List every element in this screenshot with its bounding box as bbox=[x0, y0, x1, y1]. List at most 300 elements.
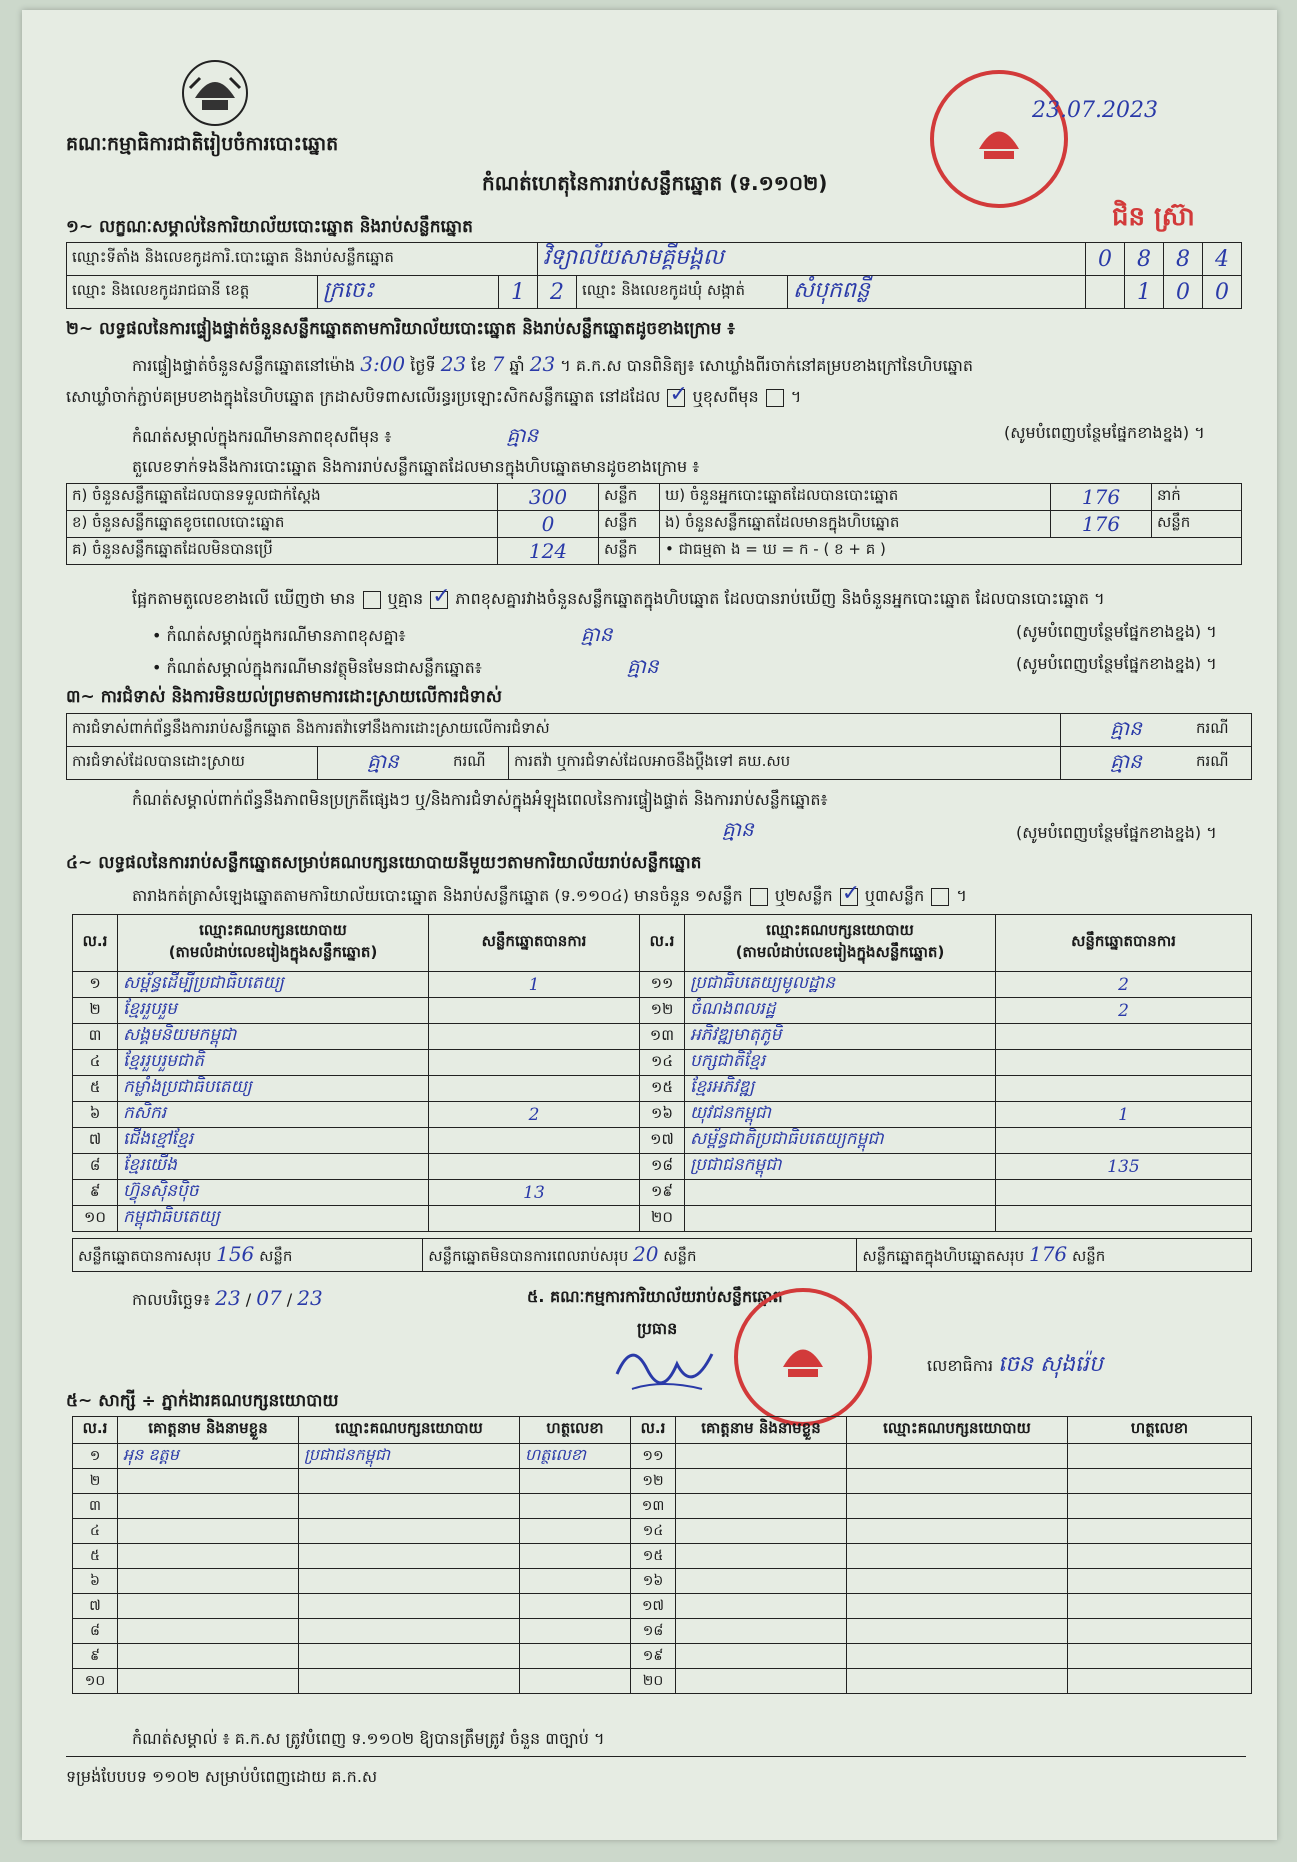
total-invalid-label: សន្លឹកឆ្នោតមិនបានការពេលរាប់សរុប bbox=[428, 1246, 629, 1265]
total-valid-unit: សន្លឹក bbox=[259, 1246, 293, 1265]
footer-text: ទម្រង់បែបបទ ១១០២ សម្រាប់បំពេញដោយ គ.ក.ស bbox=[66, 1767, 378, 1786]
party-votes: 2 bbox=[429, 1102, 640, 1128]
party-name: ខ្មែរអភិវឌ្ឍ bbox=[685, 1076, 996, 1102]
witness-sign bbox=[520, 1544, 631, 1569]
footer-divider bbox=[66, 1756, 1246, 1757]
party-name: បក្សជាតិខ្មែរ bbox=[685, 1050, 996, 1076]
party-votes: 2 bbox=[996, 998, 1252, 1024]
tally-sheet-two: ឬ២សន្លឹក bbox=[774, 886, 833, 905]
province-label: ឈ្មោះ និងលេខកូដរាជធានី ខេត្ត bbox=[67, 276, 318, 309]
in-box-label: ង) ចំនួនសន្លឹកឆ្នោតដែលមានក្នុងហិបឆ្នោត bbox=[660, 511, 1051, 538]
commune-label: ឈ្មោះ និងលេខកូដឃុំ សង្កាត់ bbox=[577, 276, 788, 309]
diff-note-value: គ្មាន bbox=[580, 622, 613, 646]
document-page bbox=[22, 10, 1277, 1840]
witness-no: ៨ bbox=[73, 1619, 118, 1644]
col-party bbox=[685, 915, 996, 972]
party-no: ១៣ bbox=[640, 1024, 685, 1050]
object-note-value: គ្មាន bbox=[626, 654, 659, 678]
received-unit: សន្លឹក bbox=[599, 484, 660, 511]
party-name: កម្ពុជាធិបតេយ្យ bbox=[118, 1206, 429, 1232]
election-stamp-top bbox=[930, 70, 1068, 208]
location-label: ឈ្មោះទីតាំង និងលេខកូដការិ.បោះឆ្នោត និងរាប់សន្លឹកឆ្នោត bbox=[67, 243, 538, 276]
table-row bbox=[73, 1669, 1252, 1694]
witness-no: ១៣ bbox=[631, 1494, 676, 1519]
party-votes bbox=[996, 1050, 1252, 1076]
voters-label: ឃ) ចំនួនអ្នកបោះឆ្នោតដែលបានបោះឆ្នោត bbox=[660, 484, 1051, 511]
summary-title: តួលេខទាក់ទងនឹងការបោះឆ្នោត និងការរាប់សន្លឹកឆ្នោតដែលមានក្នុងហិបឆ្នោតមានដូចខាងក្រោម ៖ bbox=[132, 457, 700, 476]
irregularity-note-value: គ្មាន bbox=[722, 817, 754, 841]
location-code-digit: 4 bbox=[1203, 243, 1242, 276]
commune-code-blank bbox=[1086, 276, 1125, 309]
witness-sign bbox=[520, 1494, 631, 1519]
witness-name bbox=[118, 1569, 299, 1594]
party-name: ខ្មែររួបរួម bbox=[118, 998, 429, 1024]
party-no: ១៥ bbox=[640, 1076, 685, 1102]
witness-party bbox=[847, 1669, 1068, 1694]
resolved-label: ការជំទាស់ដែលបានដោះស្រាយ bbox=[67, 747, 318, 780]
witness-party bbox=[847, 1594, 1068, 1619]
location-code-digit: 8 bbox=[1164, 243, 1203, 276]
witness-col-no: ល.រ bbox=[73, 1417, 118, 1444]
party-votes bbox=[996, 1180, 1252, 1206]
committee-stamp bbox=[734, 1288, 872, 1426]
party-no: ១៤ bbox=[640, 1050, 685, 1076]
party-no: ១៨ bbox=[640, 1154, 685, 1180]
party-votes: 2 bbox=[996, 972, 1252, 998]
appeal-value: គ្មាន bbox=[1061, 747, 1192, 780]
party-votes bbox=[429, 998, 640, 1024]
total-box-unit: សន្លឹក bbox=[1071, 1246, 1106, 1265]
object-note bbox=[152, 653, 659, 683]
witness-no: ១ bbox=[73, 1444, 118, 1469]
table-row bbox=[73, 1444, 1252, 1469]
stamp-name: ជិន ស្រ៊ា bbox=[1112, 202, 1195, 232]
table-row bbox=[73, 1102, 1252, 1128]
complaints-unit: ករណី bbox=[1191, 714, 1252, 747]
witness-party bbox=[299, 1569, 520, 1594]
diff-note-hint: (សូមបំពេញបន្ថែមផ្នែកខាងខ្នង) ។ bbox=[1016, 622, 1217, 641]
witness-name bbox=[676, 1644, 847, 1669]
party-name: ប្រជាធិបតេយ្យមូលដ្ឋាន bbox=[685, 972, 996, 998]
commune-code-digit: 1 bbox=[1125, 276, 1164, 309]
witness-sign bbox=[1068, 1494, 1252, 1519]
witness-no: ១២ bbox=[631, 1469, 676, 1494]
verify-time: 3:00 bbox=[360, 352, 406, 376]
location-code-digit: 0 bbox=[1086, 243, 1125, 276]
witness-party bbox=[299, 1619, 520, 1644]
witness-no: ៦ bbox=[73, 1569, 118, 1594]
seal-line-end: ។ bbox=[790, 387, 802, 406]
witness-sign bbox=[1068, 1544, 1252, 1569]
received-value: 300 bbox=[498, 484, 599, 511]
witness-name bbox=[676, 1669, 847, 1694]
witness-col-no: ល.រ bbox=[631, 1417, 676, 1444]
total-box-label: សន្លឹកឆ្នោតក្នុងហិបឆ្នោតសរុប bbox=[862, 1246, 1025, 1265]
witness-col-name: គោត្តនាម និងនាមខ្លួន bbox=[676, 1417, 847, 1444]
one-sheet-checkbox bbox=[750, 888, 768, 906]
witness-name bbox=[676, 1469, 847, 1494]
secretary-label: លេខាធិការ bbox=[927, 1356, 994, 1375]
irregularity-note-label: កំណត់សម្គាល់ពាក់ព័ន្ធនឹងភាពមិនប្រក្រតីផ្សេងៗ ឬ/និងការជំទាស់ក្នុងអំឡុងពេលនៃការផ្ទៀងផ្ទាត់ និងការរាប់សន្លឹកឆ្នោត៖ bbox=[132, 790, 828, 809]
witness-party bbox=[847, 1619, 1068, 1644]
witness-sign bbox=[1068, 1569, 1252, 1594]
col-no: ល.រ bbox=[73, 915, 118, 972]
complaints-label: ការជំទាស់ពាក់ព័ន្ធនឹងការរាប់សន្លឹកឆ្នោត និងការតវ៉ាទៅនឹងការដោះស្រាយលើការជំទាស់ bbox=[67, 714, 1061, 747]
different-checkbox bbox=[766, 389, 784, 407]
witness-no: ១៩ bbox=[631, 1644, 676, 1669]
tally-sheet-three: ឬ៣សន្លឹក bbox=[864, 886, 925, 905]
voters-unit: នាក់ bbox=[1152, 484, 1242, 511]
tally-sheet-line bbox=[132, 885, 967, 909]
summary-table bbox=[66, 483, 1242, 565]
total-invalid bbox=[423, 1239, 857, 1272]
location-value: វិទ្យាល័យសាមគ្គីមង្គល bbox=[538, 243, 1086, 276]
witness-party bbox=[299, 1669, 520, 1694]
col-no: ល.រ bbox=[640, 915, 685, 972]
witness-no: ២ bbox=[73, 1469, 118, 1494]
witness-no: ១៤ bbox=[631, 1519, 676, 1544]
date-month: 07 bbox=[256, 1286, 282, 1310]
witness-name bbox=[118, 1619, 299, 1644]
unused-value: 124 bbox=[498, 538, 599, 565]
table-row bbox=[73, 998, 1252, 1024]
party-no: ១ bbox=[73, 972, 118, 998]
party-no: ២ bbox=[73, 998, 118, 1024]
party-votes bbox=[429, 1154, 640, 1180]
appeal-unit: ករណី bbox=[1191, 747, 1252, 780]
party-name: យុវជនកម្ពុជា bbox=[685, 1102, 996, 1128]
witness-sign bbox=[520, 1469, 631, 1494]
received-label: ក) ចំនួនសន្លឹកឆ្នោតដែលបានទទួលជាក់ស្តែង bbox=[67, 484, 498, 511]
date-day: 23 bbox=[215, 1286, 241, 1310]
total-box-value: 176 bbox=[1028, 1241, 1068, 1266]
verify-time-label: ការផ្ទៀងផ្ទាត់ចំនួនសន្លឹកឆ្នោតនៅម៉ោង bbox=[132, 356, 356, 375]
party-no: ៦ bbox=[73, 1102, 118, 1128]
witness-party bbox=[299, 1469, 520, 1494]
results-table bbox=[72, 914, 1252, 1232]
difference-note-hint: (សូមបំពេញបន្ថែមផ្នែកខាងខ្នង) ។ bbox=[1004, 423, 1205, 442]
party-votes: 1 bbox=[996, 1102, 1252, 1128]
chair-label: ប្រធាន bbox=[637, 1319, 678, 1338]
witness-name bbox=[118, 1594, 299, 1619]
witness-sign: ហត្ថលេខា bbox=[520, 1444, 631, 1469]
verify-day-label: ថ្ងៃទី bbox=[410, 356, 436, 375]
verify-month: 7 bbox=[491, 352, 505, 376]
tally-sheet-end: ។ bbox=[956, 886, 967, 905]
col-party-sub: (តាមលំដាប់លេខរៀងក្នុងសន្លឹកឆ្នោត) bbox=[735, 943, 945, 961]
province-code-digit: 1 bbox=[499, 276, 538, 309]
witness-party bbox=[299, 1519, 520, 1544]
witness-no: ១០ bbox=[73, 1669, 118, 1694]
witness-name bbox=[118, 1644, 299, 1669]
section5-title: ៥~ សាក្សី ÷ ភ្នាក់ងារគណបក្សនយោបាយ bbox=[66, 1391, 339, 1411]
table-row bbox=[73, 972, 1252, 998]
party-name: ខ្មែរយើង bbox=[118, 1154, 429, 1180]
party-no: ២០ bbox=[640, 1206, 685, 1232]
witness-party bbox=[299, 1594, 520, 1619]
party-no: ៧ bbox=[73, 1128, 118, 1154]
party-name: ចំណងពលរដ្ឋ bbox=[685, 998, 996, 1024]
in-box-unit: សន្លឹក bbox=[1152, 511, 1242, 538]
table-row bbox=[73, 1569, 1252, 1594]
party-votes bbox=[429, 1076, 640, 1102]
witness-sign bbox=[520, 1569, 631, 1594]
complaints-value: គ្មាន bbox=[1061, 714, 1192, 747]
compare-has-label: ផ្អែកតាមតួលេខខាងលើ ឃើញថា មាន bbox=[132, 589, 356, 608]
compare-statement: ភាពខុសគ្នារវាងចំនួនសន្លឹកឆ្នោតក្នុងហិបឆ្នោត ដែលបានរាប់ឃើញ និងចំនួនអ្នកបោះឆ្នោត ដែលបានបោះឆ្នោត ។ bbox=[455, 589, 1105, 608]
difference-note bbox=[132, 422, 538, 452]
difference-note-value: គ្មាន bbox=[506, 423, 539, 447]
party-votes: 1 bbox=[429, 972, 640, 998]
commune-code-digit: 0 bbox=[1203, 276, 1242, 309]
table-row bbox=[73, 1076, 1252, 1102]
witness-col-sign: ហត្ថលេខា bbox=[1068, 1417, 1252, 1444]
object-note-hint: (សូមបំពេញបន្ថែមផ្នែកខាងខ្នង) ។ bbox=[1016, 654, 1217, 673]
witness-party: ប្រជាជនកម្ពុជា bbox=[299, 1444, 520, 1469]
party-no: ១១ bbox=[640, 972, 685, 998]
spoiled-label: ខ) ចំនួនសន្លឹកឆ្នោតខូចពេលបោះឆ្នោត bbox=[67, 511, 498, 538]
witness-no: ៩ bbox=[73, 1644, 118, 1669]
witness-party bbox=[847, 1644, 1068, 1669]
total-invalid-value: 20 bbox=[633, 1241, 659, 1266]
spoiled-value: 0 bbox=[498, 511, 599, 538]
different-label: ឬខុសពីមុន bbox=[692, 387, 759, 406]
verification-line bbox=[132, 352, 973, 379]
party-name bbox=[685, 1206, 996, 1232]
table-row bbox=[73, 1206, 1252, 1232]
witness-sign bbox=[1068, 1469, 1252, 1494]
party-name: សម្ព័ន្ធជាតិប្រជាធិបតេយ្យកម្ពុជា bbox=[685, 1128, 996, 1154]
date-label: កាលបរិច្ឆេទ៖ bbox=[132, 1290, 211, 1309]
three-sheet-checkbox bbox=[931, 888, 949, 906]
committee-name: គណៈកម្មាធិការជាតិរៀបចំការបោះឆ្នោត bbox=[66, 133, 339, 155]
witness-no: ១៧ bbox=[631, 1594, 676, 1619]
party-name: សង្គមនិយមកម្ពុជា bbox=[118, 1024, 429, 1050]
total-valid bbox=[73, 1239, 423, 1272]
party-no: ៣ bbox=[73, 1024, 118, 1050]
table-row bbox=[73, 1494, 1252, 1519]
section2-title: ២~ លទ្ធផលនៃការផ្ទៀងផ្ទាត់ចំនួនសន្លឹកឆ្នោតតាមការិយាល័យបោះឆ្នោត និងរាប់សន្លឹកឆ្នោតដូចខាងក្រោម ៖ bbox=[66, 319, 735, 339]
party-votes bbox=[429, 1050, 640, 1076]
party-no: ១២ bbox=[640, 998, 685, 1024]
form-title: កំណត់ហេតុនៃការរាប់សន្លឹកឆ្នោត (ទ.១១០២) bbox=[482, 171, 828, 195]
committee-label: ៥. គណៈកម្មការការិយាល័យរាប់សន្លឹកឆ្នោត bbox=[527, 1287, 783, 1306]
compare-none-label: ឬគ្មាន bbox=[387, 589, 424, 608]
object-note-label: • កំណត់សម្គាល់ក្នុងករណីមានវត្ថុមិនមែនជាសន្លឹកឆ្នោត៖ bbox=[152, 658, 482, 677]
two-sheet-checkbox bbox=[840, 888, 858, 906]
witness-col-name: គោត្តនាម និងនាមខ្លួន bbox=[118, 1417, 299, 1444]
table-row bbox=[73, 1594, 1252, 1619]
party-no: ៤ bbox=[73, 1050, 118, 1076]
total-in-box bbox=[857, 1239, 1252, 1272]
witness-name bbox=[676, 1569, 847, 1594]
party-votes: 135 bbox=[996, 1154, 1252, 1180]
party-name: កសិករ bbox=[118, 1102, 429, 1128]
party-name bbox=[685, 1180, 996, 1206]
witness-table bbox=[72, 1416, 1252, 1694]
report-date: កាលបរិច្ឆេទ៖ 23 / 07 / 23 bbox=[132, 1286, 323, 1310]
verify-year-label: ឆ្នាំ bbox=[509, 356, 525, 375]
in-box-value: 176 bbox=[1051, 511, 1152, 538]
table-row bbox=[73, 1469, 1252, 1494]
witness-name bbox=[676, 1594, 847, 1619]
total-valid-value: 156 bbox=[216, 1241, 255, 1266]
col-votes: សន្លឹកឆ្នោតបានការ bbox=[996, 915, 1252, 972]
party-name: កម្លាំងប្រជាធិបតេយ្យ bbox=[118, 1076, 429, 1102]
diff-note-label: • កំណត់សម្គាល់ក្នុងករណីមានភាពខុសគ្នា៖ bbox=[152, 626, 406, 645]
spoiled-unit: សន្លឹក bbox=[599, 511, 660, 538]
witness-no: ១៨ bbox=[631, 1619, 676, 1644]
witness-party bbox=[847, 1519, 1068, 1544]
party-name: អភិវឌ្ឍមាតុភូមិ bbox=[685, 1024, 996, 1050]
witness-no: ៣ bbox=[73, 1494, 118, 1519]
witness-party bbox=[299, 1644, 520, 1669]
witness-name bbox=[676, 1519, 847, 1544]
witness-col-party: ឈ្មោះគណបក្សនយោបាយ bbox=[299, 1417, 520, 1444]
party-name: ខ្មែររួបរួមជាតិ bbox=[118, 1050, 429, 1076]
no-difference-checkbox bbox=[430, 591, 448, 609]
section3-title: ៣~ ការជំទាស់ និងការមិនយល់ព្រមតាមការដោះស្រាយលើការជំទាស់ bbox=[66, 687, 502, 707]
witness-party bbox=[847, 1494, 1068, 1519]
totals-table bbox=[72, 1238, 1252, 1272]
province-code-digit: 2 bbox=[538, 276, 577, 309]
party-votes bbox=[429, 1128, 640, 1154]
formula-note: • ជាធម្មតា ង = ឃ = ក - ( ខ + គ ) bbox=[660, 538, 1242, 565]
same-checkbox bbox=[667, 389, 685, 407]
seal-line bbox=[66, 386, 801, 410]
table-row bbox=[73, 1154, 1252, 1180]
witness-no: ១១ bbox=[631, 1444, 676, 1469]
verify-year: 23 bbox=[529, 352, 556, 376]
witness-no: ៤ bbox=[73, 1519, 118, 1544]
compare-line bbox=[132, 588, 1105, 612]
party-no: ៩ bbox=[73, 1180, 118, 1206]
witness-party bbox=[847, 1569, 1068, 1594]
witness-sign bbox=[520, 1619, 631, 1644]
party-no: ១៦ bbox=[640, 1102, 685, 1128]
has-difference-checkbox bbox=[363, 591, 381, 609]
witness-name bbox=[676, 1544, 847, 1569]
resolved-value: គ្មាន bbox=[318, 747, 449, 780]
footnote: កំណត់សម្គាល់ ៖ គ.ក.ស ត្រូវបំពេញ ទ.១១០២ ឱ្យបានត្រឹមត្រូវ ចំនួន ៣ច្បាប់ ។ bbox=[132, 1729, 605, 1748]
witness-name bbox=[118, 1544, 299, 1569]
witness-sign bbox=[1068, 1669, 1252, 1694]
appeal-label: ការតវ៉ា ឬការជំទាស់ដែលអាចនឹងប្តឹងទៅ គឃ.សប bbox=[509, 747, 1061, 780]
witness-name bbox=[118, 1669, 299, 1694]
witness-sign bbox=[520, 1594, 631, 1619]
table-row bbox=[73, 1180, 1252, 1206]
emblem-icon bbox=[180, 58, 250, 128]
witness-party bbox=[847, 1469, 1068, 1494]
table-row bbox=[73, 1519, 1252, 1544]
witness-name bbox=[676, 1619, 847, 1644]
difference-note-label: កំណត់សម្គាល់ក្នុងករណីមានភាពខុសពីមុន ៖ bbox=[132, 427, 392, 446]
irregularity-note-hint: (សូមបំពេញបន្ថែមផ្នែកខាងខ្នង) ។ bbox=[1016, 823, 1217, 842]
diff-note bbox=[152, 621, 612, 651]
tally-sheet-one: តារាងកត់ត្រាសំឡេងឆ្នោតតាមការិយាល័យបោះឆ្នោត និងរាប់សន្លឹកឆ្នោត (ទ.១១០៤) មានចំនួន ១សន្លឹក bbox=[132, 886, 743, 905]
witness-name bbox=[676, 1494, 847, 1519]
commune-code-digit: 0 bbox=[1164, 276, 1203, 309]
voters-value: 176 bbox=[1051, 484, 1152, 511]
province-value: ក្រចេះ bbox=[318, 276, 499, 309]
col-party-title: ឈ្មោះគណបក្សនយោបាយ bbox=[199, 921, 347, 939]
witness-party bbox=[847, 1544, 1068, 1569]
total-invalid-unit: សន្លឹក bbox=[663, 1246, 697, 1265]
party-no: ១៩ bbox=[640, 1180, 685, 1206]
stamp-date: 23.07.2023 bbox=[1032, 98, 1158, 123]
witness-name bbox=[118, 1494, 299, 1519]
witness-party bbox=[847, 1444, 1068, 1469]
section4-title: ៤~ លទ្ធផលនៃការរាប់សន្លឹកឆ្នោតសម្រាប់គណបក្សនយោបាយនីមួយៗតាមការិយាល័យរាប់សន្លឹកឆ្នោត bbox=[66, 853, 702, 873]
section1-title: ១~ លក្ខណៈសម្គាល់នៃការិយាល័យបោះឆ្នោត និងរាប់សន្លឹកឆ្នោត bbox=[66, 217, 473, 237]
verify-statement: ។ គ.ក.ស បានពិនិត្យ៖ សោឃ្លាំងពីរចាក់នៅគម្របខាងក្រៅនៃហិបឆ្នោត bbox=[560, 356, 974, 375]
unused-label: គ) ចំនួនសន្លឹកឆ្នោតដែលមិនបានប្រើ bbox=[67, 538, 498, 565]
witness-party bbox=[299, 1544, 520, 1569]
col-party-sub: (តាមលំដាប់លេខរៀងក្នុងសន្លឹកឆ្នោត) bbox=[168, 943, 378, 961]
witness-col-sign: ហត្ថលេខា bbox=[520, 1417, 631, 1444]
witness-no: ៧ bbox=[73, 1594, 118, 1619]
witness-col-party: ឈ្មោះគណបក្សនយោបាយ bbox=[847, 1417, 1068, 1444]
chair-signature-icon bbox=[612, 1334, 732, 1404]
complaints-table bbox=[66, 713, 1252, 780]
party-votes bbox=[996, 1128, 1252, 1154]
witness-no: ២០ bbox=[631, 1669, 676, 1694]
witness-sign bbox=[1068, 1619, 1252, 1644]
table-row bbox=[73, 1644, 1252, 1669]
party-votes bbox=[996, 1206, 1252, 1232]
table-row bbox=[73, 1024, 1252, 1050]
unused-unit: សន្លឹក bbox=[599, 538, 660, 565]
commune-value: សំបុកពន្លឺ bbox=[788, 276, 1086, 309]
witness-sign bbox=[520, 1644, 631, 1669]
col-party bbox=[118, 915, 429, 972]
party-no: ៥ bbox=[73, 1076, 118, 1102]
witness-name bbox=[676, 1444, 847, 1469]
witness-no: ៥ bbox=[73, 1544, 118, 1569]
date-year: 23 bbox=[297, 1286, 323, 1310]
witness-no: ១៦ bbox=[631, 1569, 676, 1594]
verify-month-label: ខែ bbox=[471, 356, 487, 375]
party-votes: 13 bbox=[429, 1180, 640, 1206]
section1-table bbox=[66, 242, 1242, 309]
party-name: ហ៊្វុនស៊ិនប៉ិច bbox=[118, 1180, 429, 1206]
party-votes bbox=[429, 1024, 640, 1050]
table-row bbox=[73, 1128, 1252, 1154]
party-votes bbox=[429, 1206, 640, 1232]
witness-name: អុន ឧត្តម bbox=[118, 1444, 299, 1469]
resolved-unit: ករណី bbox=[448, 747, 509, 780]
witness-name bbox=[118, 1519, 299, 1544]
table-row bbox=[73, 1050, 1252, 1076]
witness-sign bbox=[1068, 1644, 1252, 1669]
party-no: ១៧ bbox=[640, 1128, 685, 1154]
witness-party bbox=[299, 1494, 520, 1519]
party-votes bbox=[996, 1024, 1252, 1050]
total-valid-label: សន្លឹកឆ្នោតបានការសរុប bbox=[78, 1246, 212, 1265]
table-row bbox=[73, 1544, 1252, 1569]
secretary bbox=[927, 1350, 1103, 1382]
party-no: ១០ bbox=[73, 1206, 118, 1232]
party-name: សម្ព័ន្ធដើម្បីប្រជាធិបតេយ្យ bbox=[118, 972, 429, 998]
witness-name bbox=[118, 1469, 299, 1494]
party-no: ៨ bbox=[73, 1154, 118, 1180]
col-party-title: ឈ្មោះគណបក្សនយោបាយ bbox=[766, 921, 914, 939]
location-code-digit: 8 bbox=[1125, 243, 1164, 276]
seal-statement: សោឃ្លាំចាក់ភ្ជាប់គម្របខាងក្នុងនៃហិបឆ្នោត ក្រដាសបិទពាសលើរន្ធរប្រឡោះសិកសន្លឹកឆ្នោត នៅដដែល bbox=[66, 387, 661, 406]
party-votes bbox=[996, 1076, 1252, 1102]
witness-sign bbox=[520, 1519, 631, 1544]
witness-sign bbox=[1068, 1519, 1252, 1544]
